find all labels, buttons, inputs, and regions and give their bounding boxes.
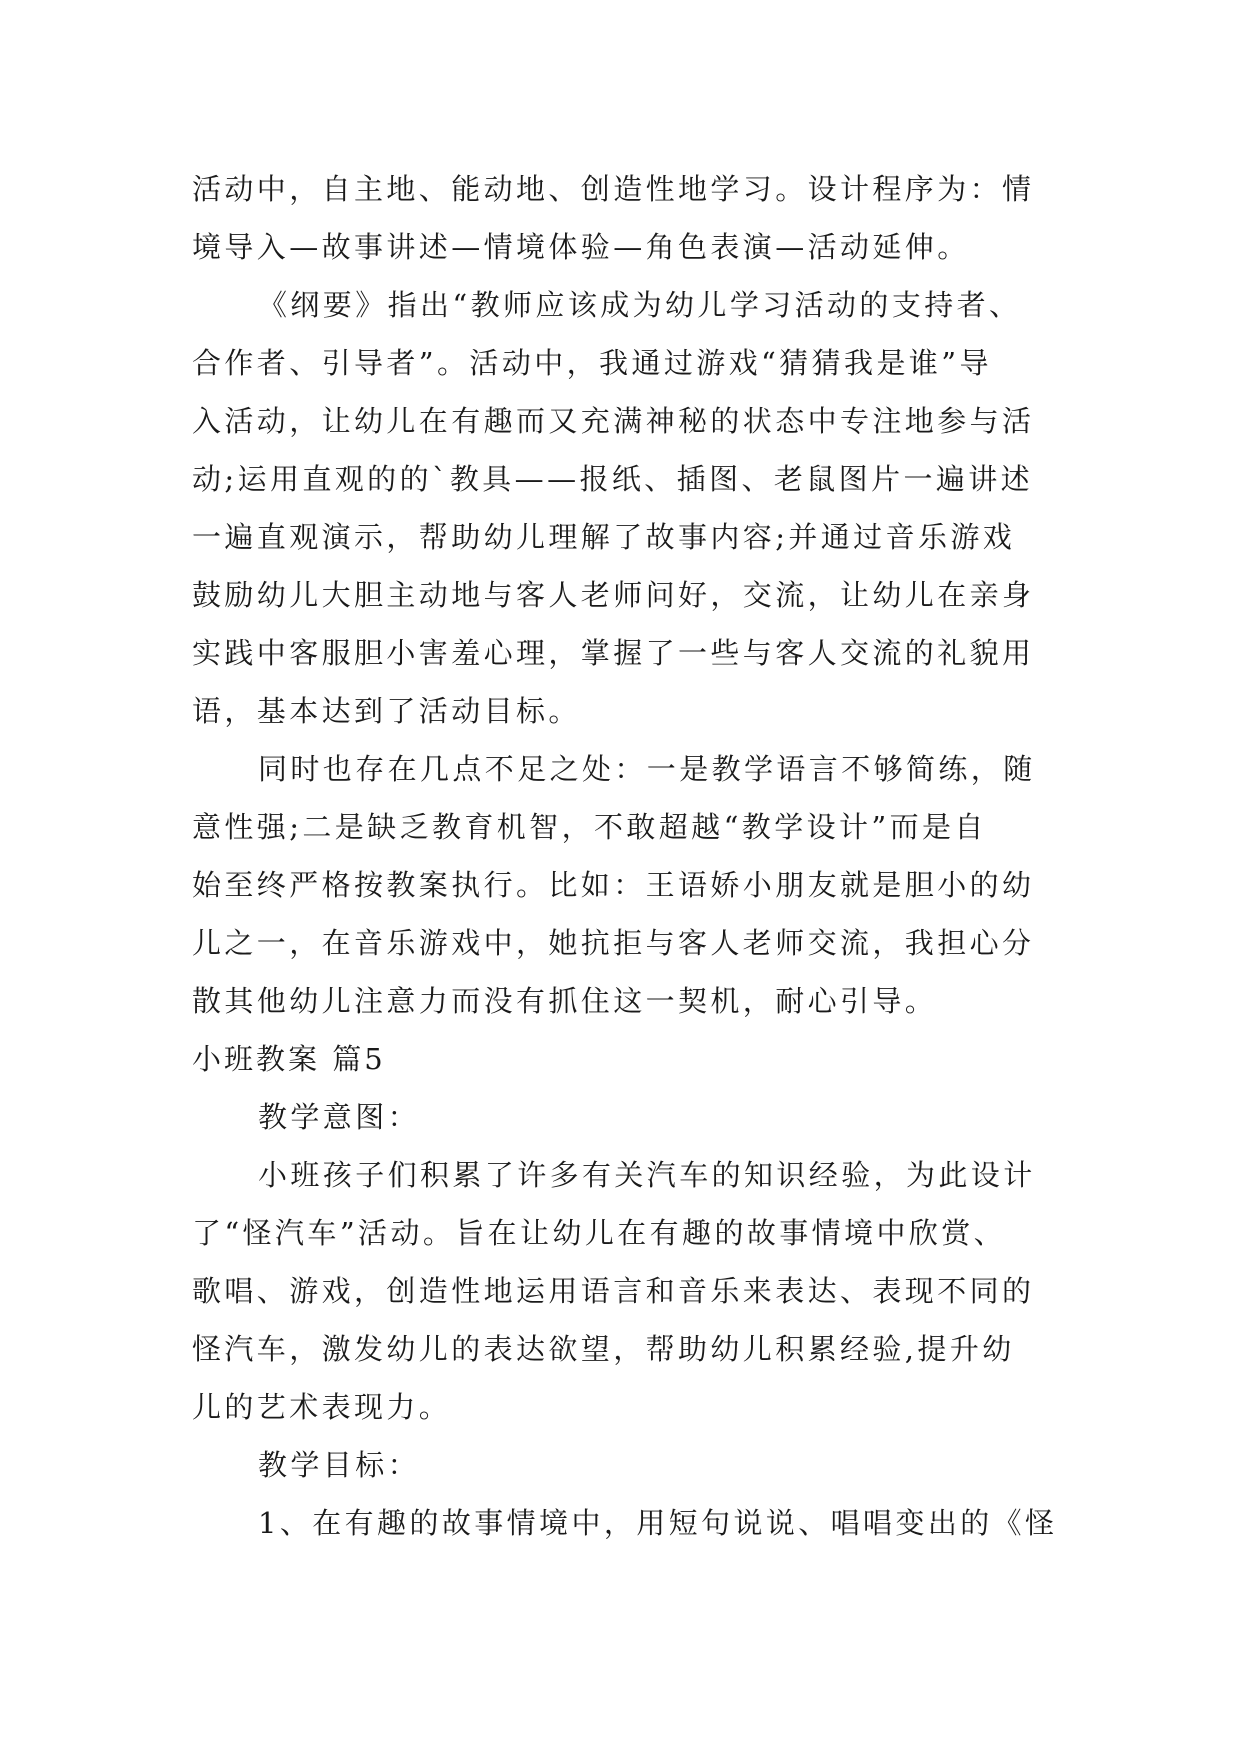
paragraph-line: 实践中客服胆小害羞心理，掌握了一些与客人交流的礼貌用 bbox=[192, 636, 1035, 670]
paragraph-line: 歌唱、游戏，创造性地运用语言和音乐来表达、表现不同的 bbox=[192, 1274, 1035, 1308]
paragraph-line: 合作者、引导者”。活动中，我通过游戏“猜猜我是谁”导 bbox=[192, 346, 992, 380]
paragraph-line: 始至终严格按教案执行。比如：王语娇小朋友就是胆小的幼 bbox=[192, 868, 1035, 902]
section-heading: 小班教案 篇5 bbox=[192, 1042, 386, 1076]
paragraph-line: 怪汽车，激发幼儿的表达欲望，帮助幼儿积累经验,提升幼 bbox=[192, 1332, 1015, 1366]
paragraph-line: 入活动，让幼儿在有趣而又充满神秘的状态中专注地参与活 bbox=[192, 404, 1035, 438]
paragraph-line: 同时也存在几点不足之处：一是教学语言不够简练，随 bbox=[258, 752, 1036, 786]
paragraph-line: 一遍直观演示，帮助幼儿理解了故事内容;并通过音乐游戏 bbox=[192, 520, 1016, 554]
paragraph-line: 意性强;二是缺乏教育机智，不敢超越“教学设计”而是自 bbox=[192, 810, 987, 844]
paragraph-line: 活动中，自主地、能动地、创造性地学习。设计程序为：情 bbox=[192, 172, 1035, 206]
paragraph-line: 鼓励幼儿大胆主动地与客人老师问好，交流，让幼儿在亲身 bbox=[192, 578, 1035, 612]
paragraph-line: 语，基本达到了活动目标。 bbox=[192, 694, 581, 728]
document-body bbox=[192, 160, 1058, 1552]
paragraph-line: 境导入—故事讲述—情境体验—角色表演—活动延伸。 bbox=[192, 230, 970, 264]
list-item: 1、在有趣的故事情境中，用短句说说、唱唱变出的《怪 bbox=[258, 1506, 1058, 1540]
paragraph-line: 《纲要》指出“教师应该成为幼儿学习活动的支持者、 bbox=[258, 288, 1022, 322]
paragraph-line: 动;运用直观的的`教具——报纸、插图、老鼠图片一遍讲述 bbox=[192, 462, 1034, 496]
paragraph-line: 儿的艺术表现力。 bbox=[192, 1390, 452, 1424]
paragraph-line: 了“怪汽车”活动。旨在让幼儿在有趣的故事情境中欣赏、 bbox=[192, 1216, 1007, 1250]
subheading: 教学目标： bbox=[258, 1448, 421, 1482]
subheading: 教学意图： bbox=[258, 1100, 421, 1134]
paragraph-line: 散其他幼儿注意力而没有抓住这一契机，耐心引导。 bbox=[192, 984, 938, 1018]
paragraph-line: 儿之一，在音乐游戏中，她抗拒与客人老师交流，我担心分 bbox=[192, 926, 1035, 960]
paragraph-line: 小班孩子们积累了许多有关汽车的知识经验，为此设计 bbox=[258, 1158, 1036, 1192]
